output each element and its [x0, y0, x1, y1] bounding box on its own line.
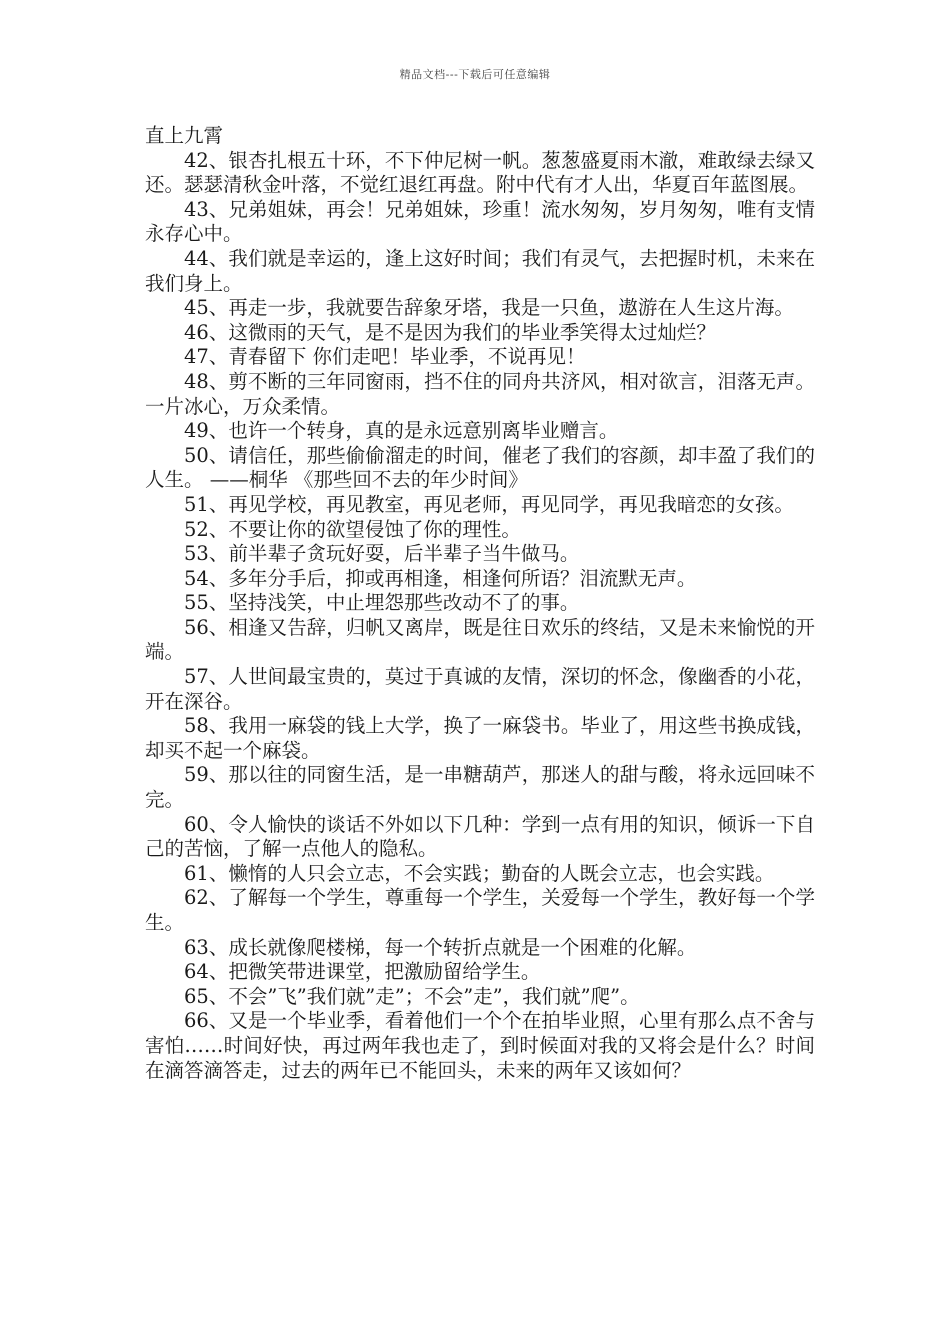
- paragraph-item: 47、青春留下 你们走吧！毕业季，不说再见！: [184, 345, 586, 369]
- paragraph-item: 62、了解每一个学生，尊重每一个学生，关爱每一个学生，教好每一个学生。: [145, 886, 815, 934]
- paragraph-item: 65、不会”飞”我们就”走”；不会”走”，我们就”爬”。: [184, 984, 640, 1008]
- continued-line: 直上九霄: [145, 124, 224, 147]
- paragraph-item: 56、相逢又告辞，归帆又离岸，既是往日欢乐的终结，又是未来愉悦的开端。: [145, 615, 815, 664]
- paragraph-item: 48、剪不断的三年同窗雨，挡不住的同舟共济风，相对欲言，泪落无声。一片冰心，万众柔情。: [145, 369, 815, 418]
- paragraph-item: 44、我们就是幸运的，逢上这好时间；我们有灵气，去把握时机，未来在我们身上。: [145, 246, 815, 295]
- paragraph-item: 45、再走一步，我就要告辞象牙塔，我是一只鱼，遨游在人生这片海。: [184, 296, 794, 320]
- paragraph-item: 59、那以往的同窗生活，是一串糖葫芦，那迷人的甜与酸，将永远回味不完。: [145, 763, 815, 812]
- paragraph-item: 66、又是一个毕业季，看着他们一个个在拍毕业照，心里有那么点不舍与害怕……时间好快，再过两年我也走了，到时候面对我的又将会是什么？时间在滴答滴答走，过去的两年已不能回头，未来的两年又该如何？: [145, 1009, 815, 1082]
- paragraph-item: 63、成长就像爬楼梯，每一个转折点就是一个困难的化解。: [184, 935, 697, 959]
- paragraph-item: 42、银杏扎根五十环，不下仲尼树一帆。葱葱盛夏雨木澈，难敢绿去绿又还。瑟瑟清秋金叶落，不觉红退红再盘。附中代有才人出，华夏百年蓝图展。: [145, 148, 815, 197]
- paragraph-item: 61、懒惰的人只会立志，不会实践；勤奋的人既会立志，也会实践。: [184, 861, 775, 885]
- paragraph-list: [145, 149, 815, 1084]
- document-body: [145, 124, 815, 1083]
- paragraph-item: 58、我用一麻袋的钱上大学，换了一麻袋书。毕业了，用这些书换成钱，却买不起一个麻袋。: [145, 714, 815, 762]
- page-header: 精品文档---下载后可任意编辑: [399, 68, 551, 81]
- paragraph-item: 43、兄弟姐妹，再会！兄弟姐妹，珍重！流水匆匆，岁月匆匆，唯有支情永存心中。: [145, 197, 815, 246]
- paragraph-item: 60、令人愉快的谈话不外如以下几种：学到一点有用的知识，倾诉一下自己的苦恼，了解一点他人的隐私。: [145, 812, 815, 861]
- paragraph-item: 49、也许一个转身，真的是永远意别离毕业赠言。: [184, 419, 619, 443]
- paragraph-item: 50、请信任，那些偷偷溜走的时间，催老了我们的容颜，却丰盈了我们的人生。 ——桐华 《那些回不去的年少时间》: [145, 443, 815, 492]
- paragraph-item: 55、坚持浅笑，中止埋怨那些改动不了的事。: [184, 591, 580, 615]
- paragraph-item: 64、把微笑带进课堂，把激励留给学生。: [184, 960, 541, 984]
- paragraph-item: 54、多年分手后，抑或再相逢，相逢何所语？泪流默无声。: [184, 566, 697, 590]
- paragraph-item: 57、人世间最宝贵的，莫过于真诚的友情，深切的怀念，像幽香的小花，开在深谷。: [145, 665, 815, 713]
- paragraph-item: 52、不要让你的欲望侵蚀了你的理性。: [184, 517, 521, 541]
- paragraph-item: 51、再见学校，再见教室，再见老师，再见同学，再见我暗恋的女孩。: [184, 492, 794, 516]
- paragraph-item: 53、前半辈子贪玩好耍，后半辈子当牛做马。: [184, 542, 580, 566]
- paragraph-item: 46、这微雨的天气，是不是因为我们的毕业季笑得太过灿烂？: [184, 320, 716, 344]
